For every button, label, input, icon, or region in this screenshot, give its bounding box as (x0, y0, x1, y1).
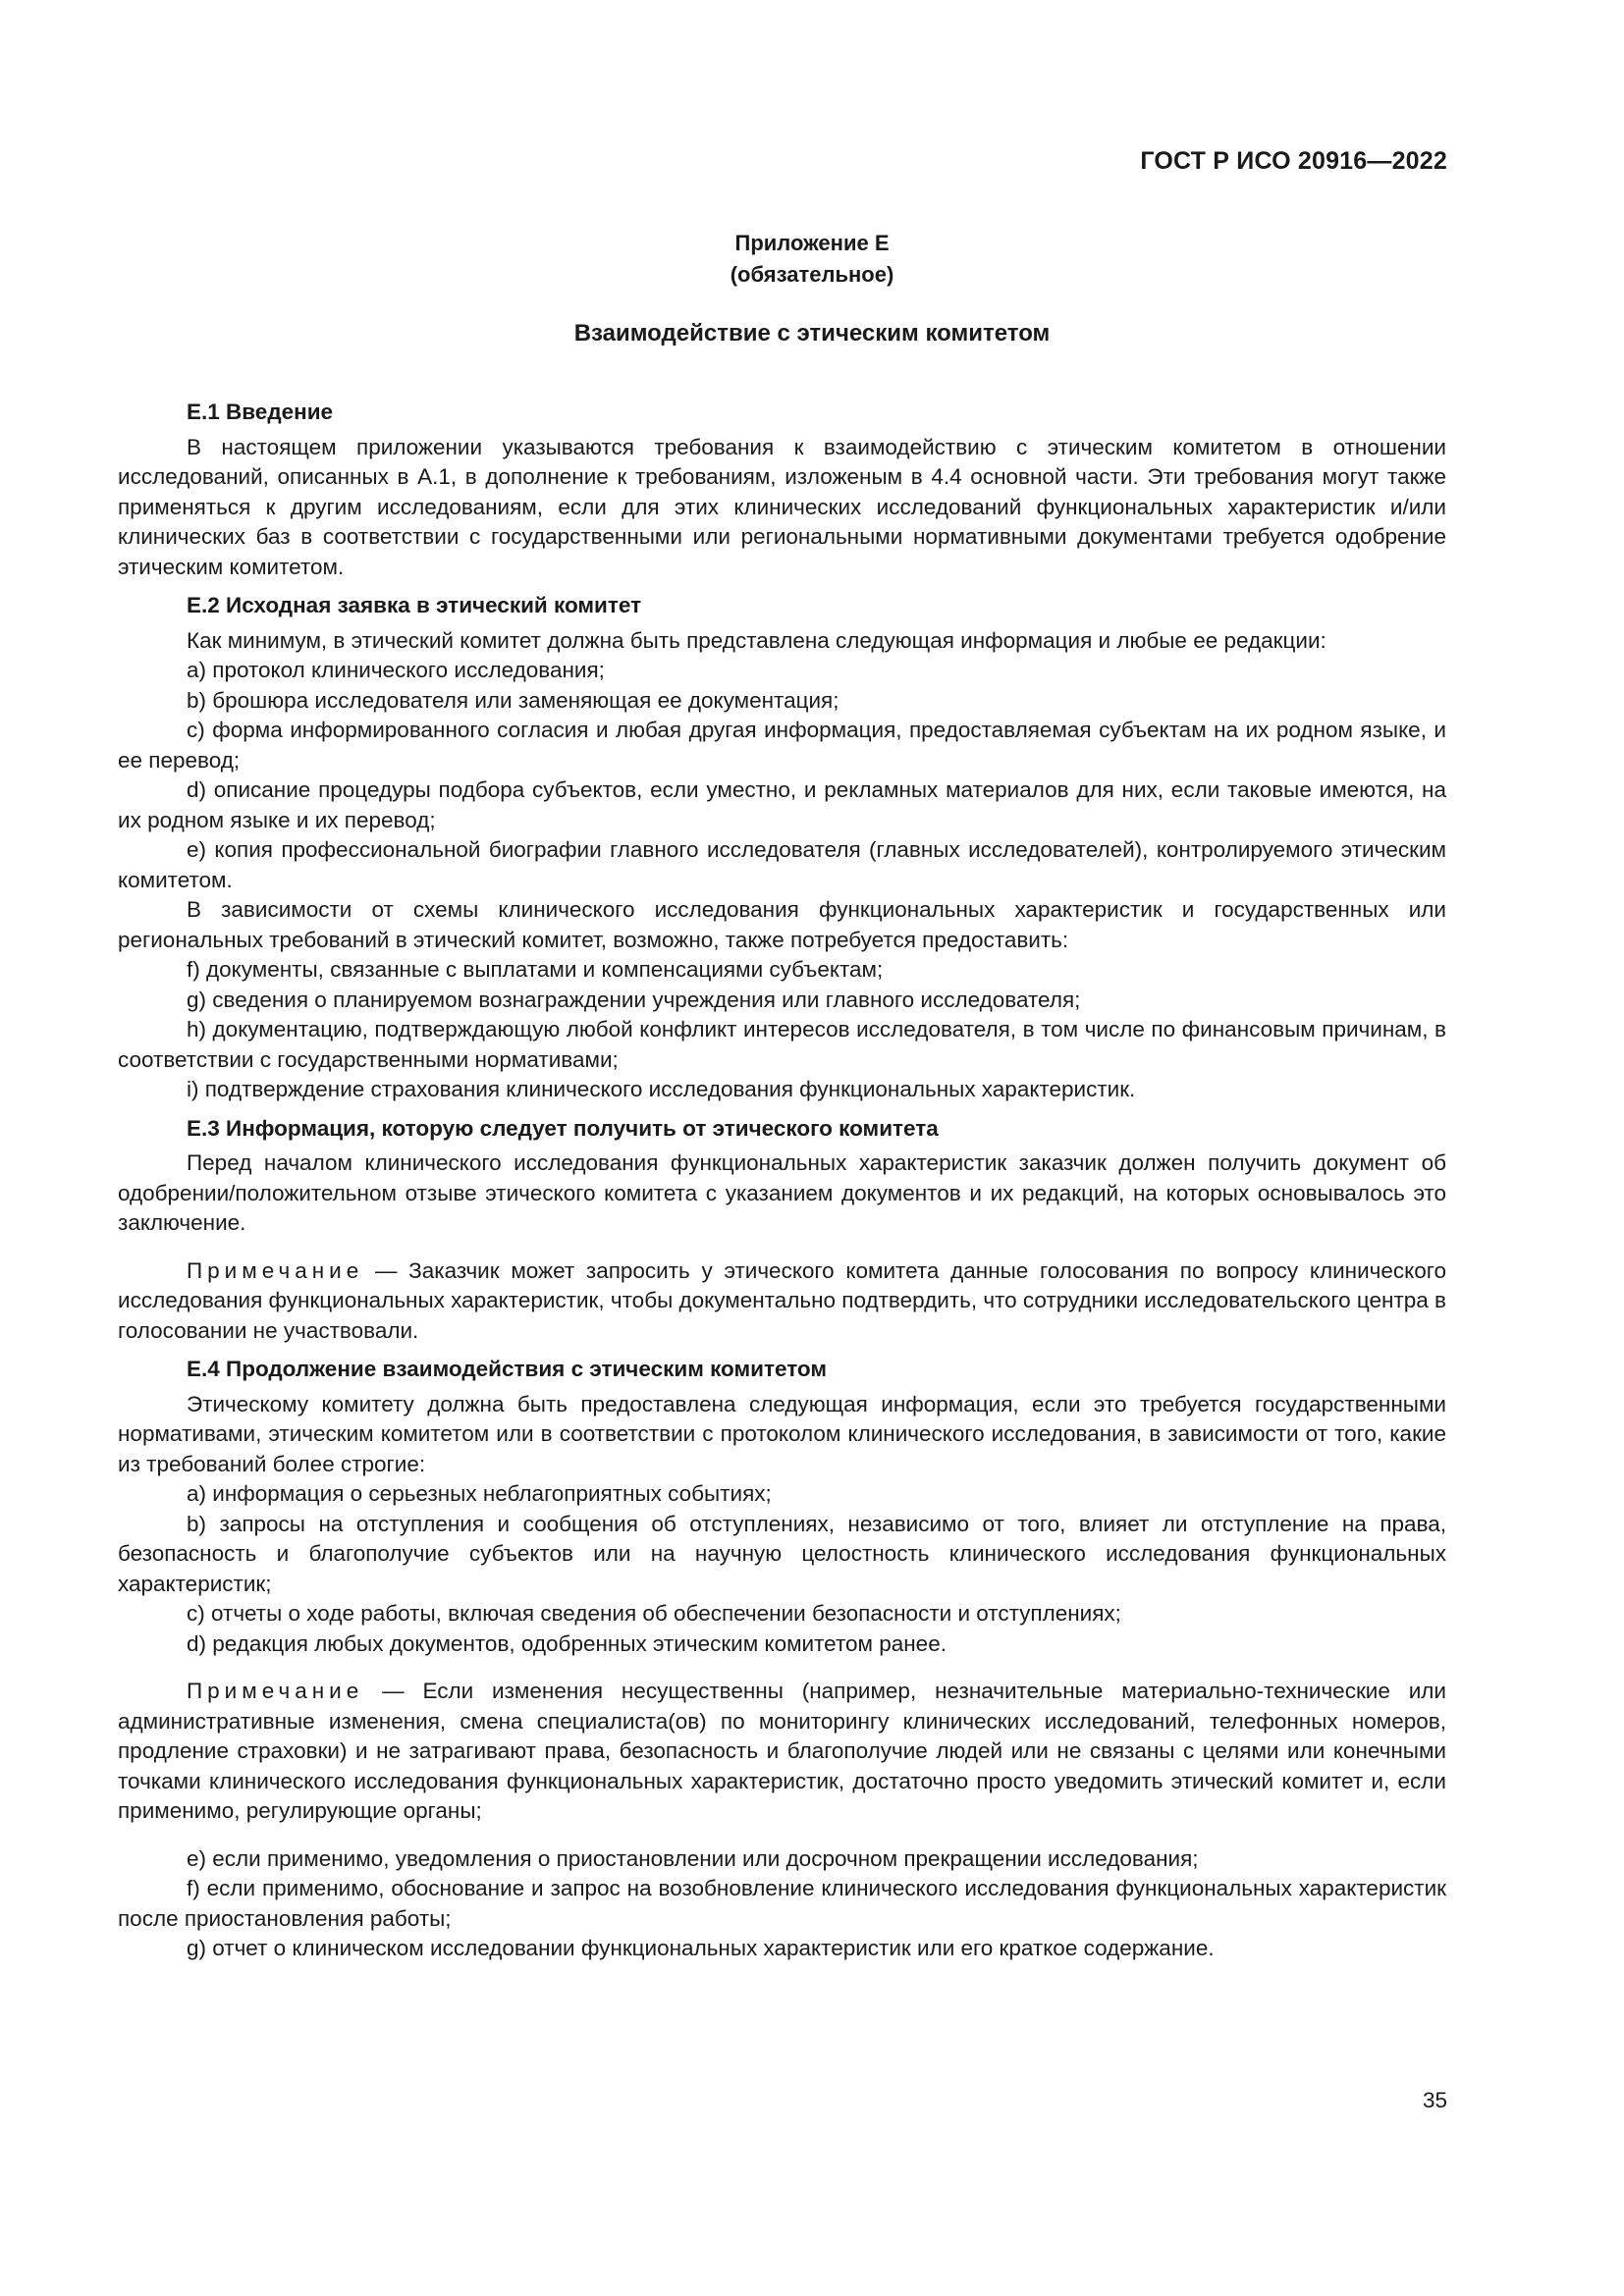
list-item: c) отчеты о ходе работы, включая сведения об обеспечении безопасности и отступлениях; (187, 1601, 1121, 1626)
paragraph: Как минимум, в этический комитет должна быть представлена следующая информация и любые ее редакции: (187, 627, 1326, 653)
note-text: — Заказчик может запросить у этического комитета данные голосования по вопросу клинического исследования функциональных характеристик, чтобы документально подтвердить, что сотрудники исследовательского центра в голосовании не участвовали. (118, 1257, 1446, 1343)
annex-status: (обязательное) (730, 262, 894, 287)
list-item: b) запросы на отступления и сообщения об отступлениях, независимо от того, влияет ли отступление на права, безопасность и благополучие субъектов или на научную целостность клинического исследования функциональных характеристик; (118, 1511, 1446, 1596)
standard-code: ГОСТ Р ИСО 20916—2022 (1140, 147, 1447, 175)
list-item: f) документы, связанные с выплатами и компенсациями субъектам; (187, 957, 884, 982)
list-item: f) если применимо, обоснование и запрос на возобновление клинического исследования функциональных характеристик после приостановления работы; (118, 1876, 1446, 1931)
note (118, 1256, 1446, 1347)
section-heading-e2: Е.2 Исходная заявка в этический комитет (187, 593, 642, 617)
list-item: e) если применимо, уведомления о приостановлении или досрочном прекращении исследования; (187, 1845, 1199, 1871)
note-label: Примечание (187, 1679, 364, 1703)
note-text: — Если изменения несущественны (например, незначительные материально-технические или административные изменения, смена специалиста(ов) по мониторингу клинических исследований, телефонных номеров, продление страховки) и не затрагивают права, безопасность и благополучие людей или не связаны с целями или конечными точками клинического исследования функциональных характеристик, достаточно просто уведомить этический комитет и, если применимо, регулирующие органы; (118, 1679, 1446, 1823)
section-heading-e4: Е.4 Продолжение взаимодействия с этическим комитетом (187, 1357, 828, 1381)
section-heading-e1: Е.1 Введение (187, 400, 334, 424)
paragraph: Этическому комитету должна быть предоставлена следующая информация, если это требуется государственными нормативами, этическим комитетом или в соответствии с протоколом клинического исследования, в зависимости от того, какие из требований более строгие: (118, 1391, 1446, 1476)
note (118, 1677, 1446, 1827)
paragraph: В зависимости от схемы клинического исследования функциональных характеристик и государственных или региональных требований в этический комитет, возможно, также потребуется предоставить: (118, 897, 1446, 952)
list-item: h) документацию, подтверждающую любой конфликт интересов исследователя, в том числе по финансовым причинам, в соответствии с государственными нормативами; (118, 1017, 1446, 1072)
list-item: d) описание процедуры подбора субъектов, если уместно, и рекламных материалов для них, если таковые имеются, на их родном языке и их перевод; (118, 777, 1446, 832)
document-body (118, 398, 1446, 1964)
page-number: 35 (1422, 2088, 1447, 2112)
list-item: i) подтверждение страхования клинического исследования функциональных характеристик. (187, 1077, 1136, 1101)
list-item: b) брошюра исследователя или заменяющая ее документация; (187, 687, 839, 713)
list-item: a) информация о серьезных неблагоприятных событиях; (187, 1481, 772, 1506)
note-label: Примечание (187, 1257, 364, 1283)
annex-title: Взаимодействие с этическим комитетом (573, 320, 1051, 347)
list-item: d) редакция любых документов, одобренных этическим комитетом ранее. (187, 1630, 947, 1656)
annex-label: Приложение Е (734, 231, 890, 255)
list-item: e) копия профессиональной биографии главного исследователя (главных исследователей), контролируемого этическим комитетом. (118, 837, 1446, 892)
list-item: a) протокол клинического исследования; (187, 658, 605, 682)
list-item: g) отчет о клиническом исследовании функциональных характеристик или его краткое содержание. (187, 1936, 1215, 1960)
list-item: c) форма информированного согласия и любая другая информация, предоставляемая субъектам на их родном языке, и ее перевод; (118, 718, 1446, 773)
paragraph: В настоящем приложении указываются требования к взаимодействию с этическим комитетом в отношении исследований, описанных в А.1, в дополнение к требованиям, изложеным в 4.4 основной части. Эти требования могут также применяться к другим исследованиям, если для этих клинических исследований функциональных характеристик и/или клинических баз в соответствии с государственными или региональными нормативными документами требуется одобрение этическим комитетом. (118, 434, 1446, 579)
paragraph: Перед началом клинического исследования функциональных характеристик заказчик должен получить документ об одобрении/положительном отзыве этического комитета с указанием документов и их редакций, на которых основывалось это заключение. (118, 1150, 1446, 1235)
list-item: g) сведения о планируемом вознаграждении учреждения или главного исследователя; (187, 987, 1081, 1012)
annex-heading (0, 228, 1624, 291)
section-heading-e3: Е.3 Информация, которую следует получить от этического комитета (187, 1115, 939, 1141)
